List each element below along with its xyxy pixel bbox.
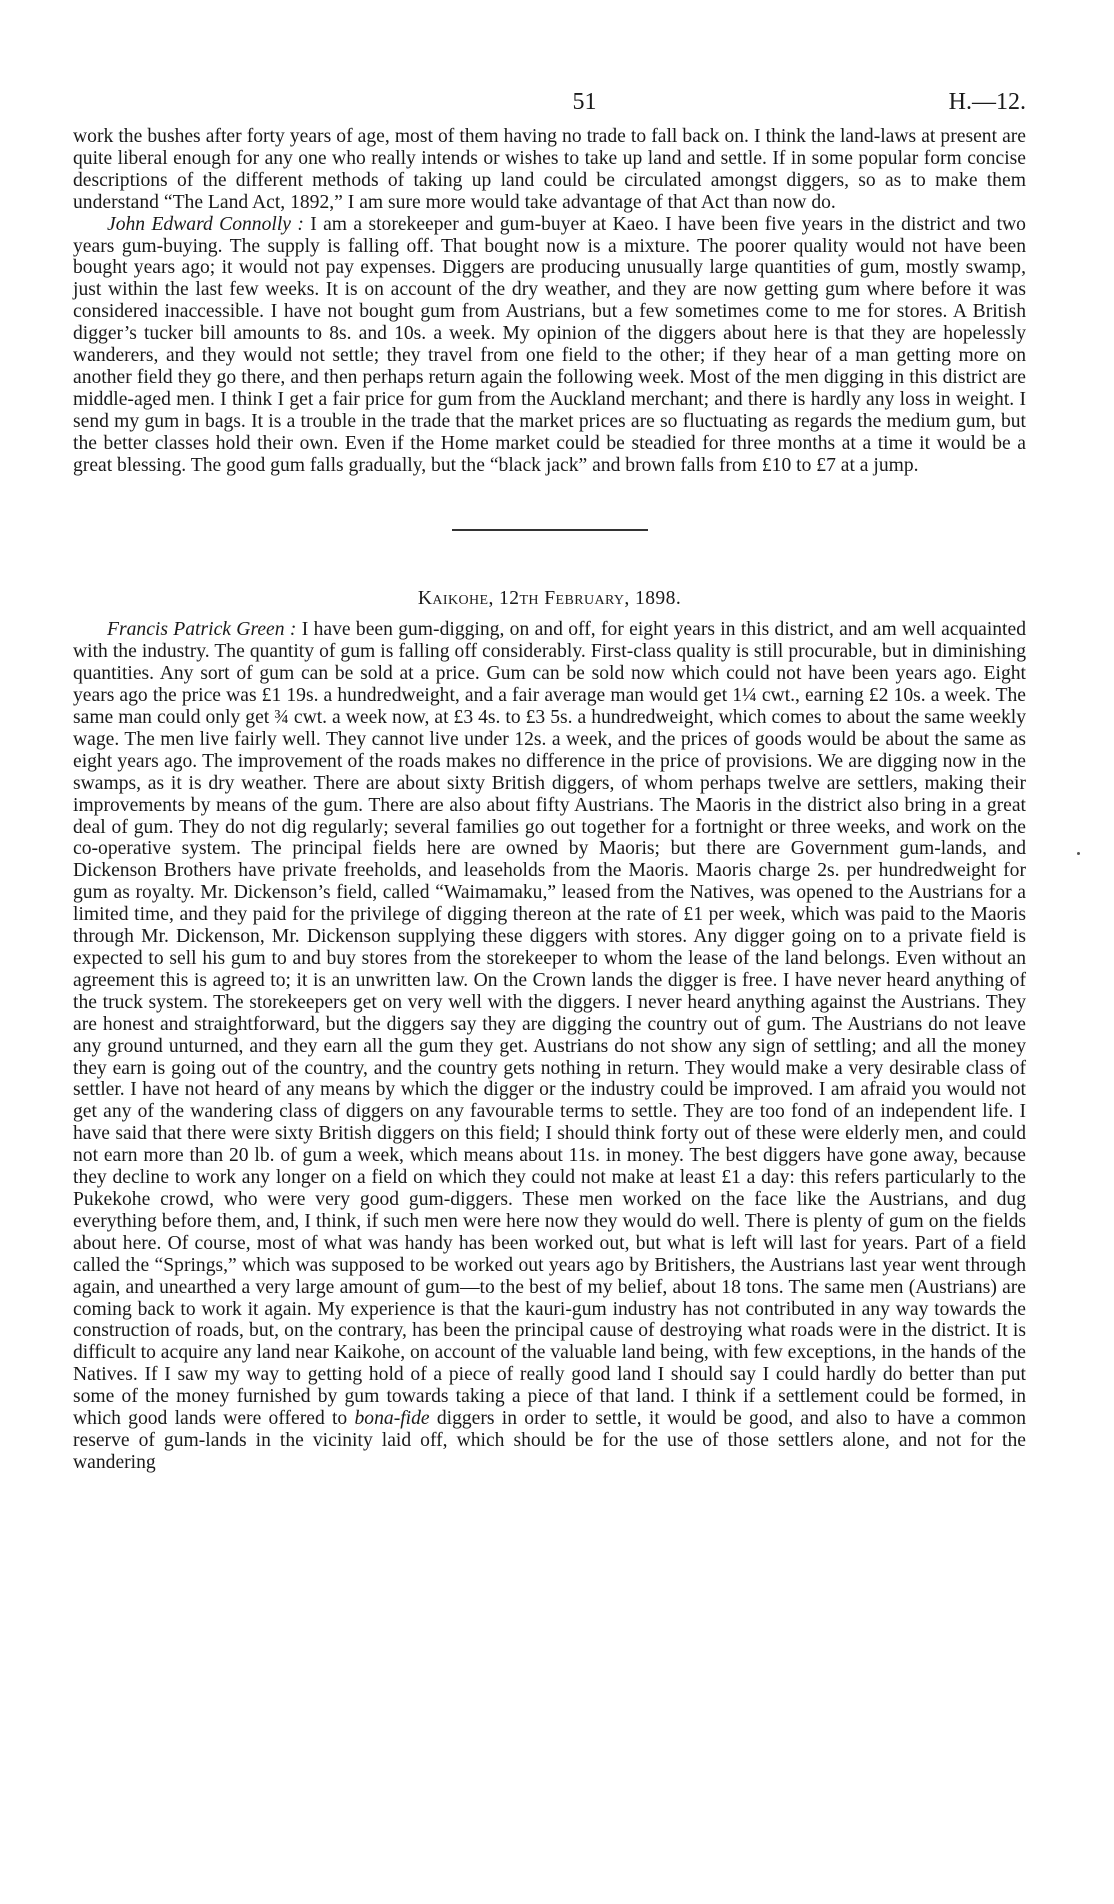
witness-name: John Edward Connolly : [107,213,304,235]
section-connolly [73,126,1026,477]
margin-speck [1077,852,1080,855]
testimony-connolly [73,214,1026,477]
testimony-text-part1: I have been gum-digging, on and off, for eight years in this district, and am well acquainted with the industry. The quantity of gum is falling off considerably. First-class quality is still procurable, but in diminishing quantities. Any sort of gum can be sold at a price. Gum can be sold now which could not have been years ago. Eight years ago the price was £1 19s. a hundredweight, and a fair average man would get 1¼ cwt., earning £2 10s. a week. The same man could only get ¾ cwt. a week now, at £3 4s. to £3 5s. a hundredweight, which comes to about the same weekly wage. The men live fairly well. They cannot live under 12s. a week, and the prices of goods would be about the same as eight years ago. The improvement of the roads makes no difference in the price of provisions. We are digging now in the swamps, as it is dry weather. There are about sixty British diggers, of whom perhaps twelve are settlers, making their improvements by means of the gum. There are also about fifty Austrians. The Maoris in the district also bring in a great deal of gum. They do not dig regularly; several families go out together for a fortnight or three weeks, and work on the co-operative system. The principal fields here are owned by Maoris; but there are Government gum-lands, and Dickenson Brothers have private freeholds, and leaseholds from the Maoris. Maoris charge 2s. per hundredweight for gum as royalty. Mr. Dickenson’s field, called “Waimamaku,” leased from the Natives, was opened to the Austrians for a limited time, and they paid for the privilege of digging thereon at the rate of £1 per week, which was paid to the Maoris through Mr. Dickenson, Mr. Dickenson supplying these diggers with stores. Any digger going on to a private field is expected to sell his gum to and buy stores from the storekeeper to whom the lease of the land belongs. Even without an agreement this is agreed to; it is an unwritten law. On the Crown lands the digger is free. I have never heard anything of the truck system. The storekeepers get on very well with the diggers. I never heard anything against the Austrians. They are honest and straightforward, but the diggers say they are digging the country out of gum. The Austrians do not leave any ground unturned, and they earn all the gum they get. Austrians do not show any sign of settling; and all the money they earn is going out of the country, and the country gets nothing in return. They would make a very desirable class of settler. I have not heard of any means by which the digger or the industry could be improved. I am afraid you would not get any of the wandering class of diggers on any favourable terms to settle. They are too fond of an independent life. I have said that there were sixty British diggers on this field; I should think forty out of these were elderly men, and could not earn more than 20 lb. of gum a week, which means about 11s. in money. The best diggers have gone away, because they decline to work any longer on a field on which they could not make at least £1 a day: this refers particularly to the Pukekohe crowd, who were very good gum-diggers. These men worked on the face like the Austrians, and dug everything before them, and, I think, if such men were here now they would do well. There is plenty of gum on the fields about here. Of course, most of what was handy has been worked out, but what is left will last for years. Part of a field called the “Springs,” which was supposed to be worked out years ago by Britishers, the Austrians last year went through again, and unearthed a very large amount of gum—to the best of my belief, about 18 tons. The same men (Austrians) are coming back to work it again. My experience is that the kauri-gum industry has not contributed in any way towards the construction of roads, but, on the contrary, has been the principal cause of destroying what roads were in the district. It is difficult to acquire any land near Kaikohe, on account of the valuable land being, with few exceptions, in the hands of the Natives. If I saw my way to getting hold of a piece of really good land I should say I could hardly do better than put some of the money furnished by gum towards taking a piece of that land. I think if a settlement could be formed, in which good lands were offered to [73,619,1026,1430]
continuation-paragraph: work the bushes after forty years of age, most of them having no trade to fall back on. I think the land-laws at present are quite liberal enough for any one who really intends or wishes to take up land and settle. If in some popular form concise descriptions of the different methods of taking up land could be circulated amongst diggers, so as to make them understand “The Land Act, 1892,” I am sure more would take advantage of that Act than now do. [73,126,1026,213]
testimony-text: I am a storekeeper and gum-buyer at Kaeo. I have been five years in the district and two years gum-buying. The supply is falling off. That bought now is a mixture. The poorer quality would not have been bought years ago; it would not pay expenses. Diggers are producing unusually large quantities of gum, mostly swamp, just within the last few weeks. It is on account of the dry weather, and they are now getting gum where before it was considered inaccessible. I have not bought gum from Austrians, but a few sometimes come to me for stores. A British digger’s tucker bill amounts to 8s. and 10s. a week. My opinion of the diggers about here is that they are hopelessly wanderers, and they would not settle; they travel from one field to the other; if they hear of a man getting more on another field they go there, and then perhaps return again the following week. Most of the men digging in this district are middle-aged men. I think I get a fair price for gum from the Auckland merchant; and there is hardly any loss in weight. I send my gum in bags. It is a trouble in the trade that the market prices are so fluctuating as regards the medium gum, but the better classes hold their own. Even if the Home market could be steadied for three months at a time it would be a great blessing. The good gum falls gradually, but the “black jack” and brown falls from £10 to £7 at a jump. [73,213,1026,476]
section-heading: Kaikohe, 12th February, 1898. [417,587,682,609]
section-divider [452,529,648,531]
section-green [73,619,1026,1473]
testimony-green [73,619,1026,1473]
testimony-text-part2: diggers in order to settle, it would be good, and also to have a common reserve of gum-lands in the vicinity laid off, which should be for the use of those settlers alone, and not for the wandering [73,1408,1026,1473]
page-number: 51 [572,89,597,115]
series-reference: H.—12. [948,89,1026,115]
running-header [73,89,1026,126]
italic-term: bona-fide [354,1408,430,1430]
witness-name: Francis Patrick Green : [107,619,297,641]
